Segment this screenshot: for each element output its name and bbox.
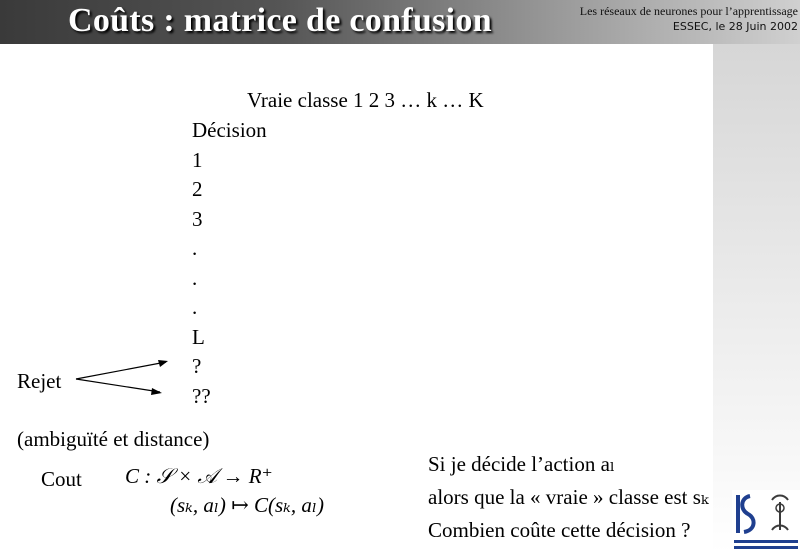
cost-formula-mapping: C : 𝒮 × 𝒜 → R⁺	[125, 464, 273, 488]
matrix-row: .	[192, 236, 198, 260]
arrow-head-down-icon	[151, 388, 162, 395]
header-info	[580, 4, 798, 34]
matrix-row-list	[192, 118, 267, 413]
matrix-row: 1	[192, 147, 203, 172]
arrow-head-up-icon	[158, 360, 168, 367]
cost-label: Cout	[41, 467, 82, 491]
header-date: ESSEC, le 28 Juin 2002	[672, 20, 798, 33]
matrix-row: 3	[192, 206, 203, 231]
arrow-to-question	[76, 362, 166, 379]
question-line-2: alors que la « vraie » classe est sₖ	[428, 485, 709, 509]
matrix-row: .	[192, 295, 198, 319]
question-line-1: Si je décide l’action aₗ	[428, 452, 616, 476]
side-bar	[713, 44, 800, 553]
reject-note: (ambiguïté et distance)	[17, 427, 210, 451]
question-line-3: Combien coûte cette décision ?	[428, 518, 691, 542]
matrix-row: ??	[192, 383, 211, 408]
matrix-column-header: Vraie classe 1 2 3 … k … K	[247, 88, 484, 112]
institution-logo	[732, 490, 800, 552]
matrix-row: ?	[192, 354, 202, 378]
slide-title: Coûts : matrice de confusion	[68, 2, 492, 39]
matrix-row: .	[192, 265, 198, 290]
matrix-row: L	[192, 324, 205, 349]
matrix-row: 2	[192, 177, 203, 201]
matrix-row-header: Décision	[192, 118, 267, 142]
cost-formula-definition: (sₖ, aₗ) ↦ C(sₖ, aₗ)	[170, 493, 324, 517]
reject-label: Rejet	[17, 369, 62, 393]
header-course: Les réseaux de neurones pour l’apprentissage	[579, 4, 798, 18]
reject-arrows	[70, 355, 170, 400]
arrow-to-double-question	[76, 379, 160, 392]
